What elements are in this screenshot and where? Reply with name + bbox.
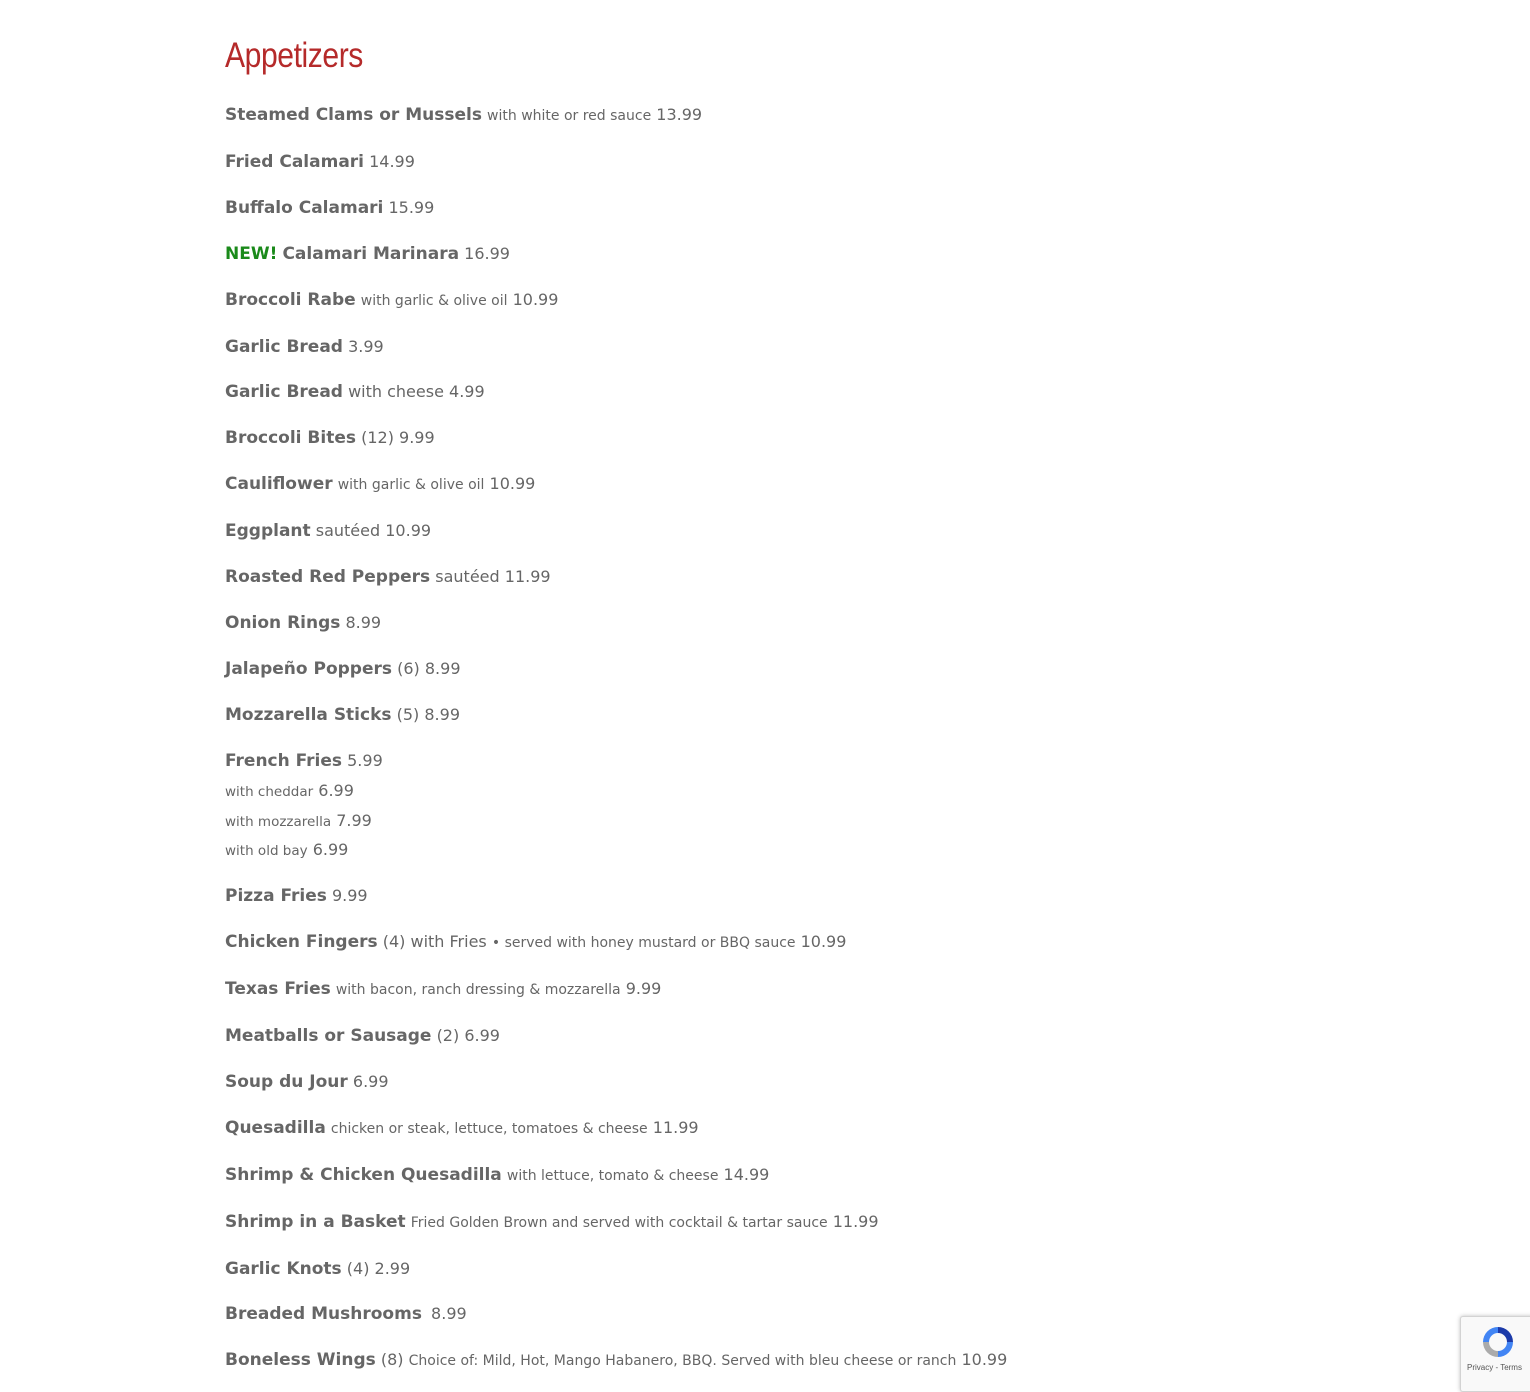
fries-option: with old bay 6.99 — [225, 840, 349, 859]
menu-item: Onion Rings 8.99 — [225, 613, 382, 633]
recaptcha-links[interactable]: Privacy - Terms — [1467, 1363, 1522, 1372]
menu-item: Buffalo Calamari 15.99 — [225, 198, 435, 218]
menu-item: Eggplant sautéed 10.99 — [225, 521, 432, 541]
menu-item: Garlic Bread with cheese 4.99 — [225, 382, 485, 402]
menu-item: Quesadilla chicken or steak, lettuce, tomatoes & cheese 11.99 — [225, 1118, 699, 1138]
menu-item: Shrimp & Chicken Quesadilla with lettuce, tomato & cheese 14.99 — [225, 1165, 770, 1185]
fries-option: with mozzarella 7.99 — [225, 811, 372, 830]
menu-item: Boneless Wings (8) Choice of: Mild, Hot, Mango Habanero, BBQ. Served with bleu cheese or ranch 10.99 — [225, 1350, 1008, 1370]
recaptcha-badge[interactable] — [1460, 1316, 1530, 1392]
section-title: Appetizers — [225, 36, 363, 75]
menu-item: Jalapeño Poppers (6) 8.99 — [225, 659, 461, 679]
menu-item: Broccoli Bites (12) 9.99 — [225, 428, 435, 448]
fries-option: with cheddar 6.99 — [225, 781, 354, 800]
menu-item: Garlic Bread 3.99 — [225, 337, 384, 357]
menu-item: NEW! Calamari Marinara 16.99 — [225, 244, 510, 264]
menu-item: Texas Fries with bacon, ranch dressing & mozzarella 9.99 — [225, 979, 662, 999]
menu-item: Fried Calamari 14.99 — [225, 152, 415, 172]
menu-item: French Fries 5.99 — [225, 751, 383, 771]
menu-item: Roasted Red Peppers sautéed 11.99 — [225, 567, 551, 587]
menu-item: Breaded Mushrooms 8.99 — [225, 1304, 467, 1324]
menu-item: Shrimp in a Basket Fried Golden Brown and served with cocktail & tartar sauce 11.99 — [225, 1212, 879, 1232]
menu-item: Pizza Fries 9.99 — [225, 886, 368, 906]
menu-item: Chicken Fingers (4) with Fries • served with honey mustard or BBQ sauce 10.99 — [225, 932, 847, 952]
menu-item: Broccoli Rabe with garlic & olive oil 10.99 — [225, 290, 559, 310]
menu-item: Steamed Clams or Mussels with white or red sauce 13.99 — [225, 105, 703, 125]
menu-item: Soup du Jour 6.99 — [225, 1072, 389, 1092]
menu-item: Cauliflower with garlic & olive oil 10.99 — [225, 474, 536, 494]
menu-item: Meatballs or Sausage (2) 6.99 — [225, 1026, 500, 1046]
recaptcha-logo-icon — [1479, 1323, 1517, 1361]
menu-item: Mozzarella Sticks (5) 8.99 — [225, 705, 460, 725]
menu-item: Garlic Knots (4) 2.99 — [225, 1259, 411, 1279]
new-badge: NEW! — [225, 244, 278, 264]
